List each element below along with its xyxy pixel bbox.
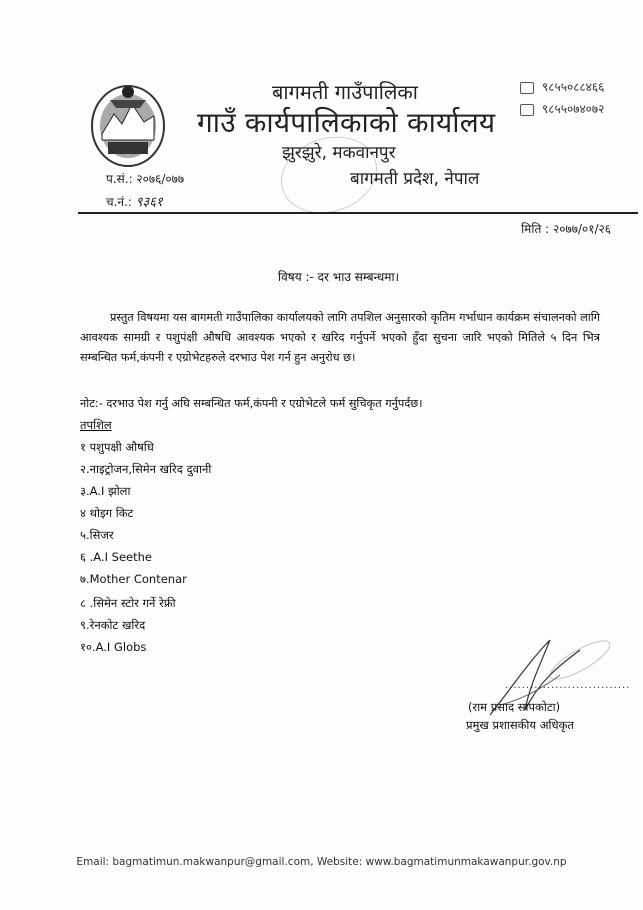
ps-label: प.सं. [106, 172, 129, 186]
header-divider [78, 212, 638, 214]
list-item: १०.A.I Globs [80, 640, 147, 654]
list-item: ३.A.I झोला [80, 484, 131, 498]
details-heading: तपशिल [80, 418, 112, 432]
phone-number: ९८५५०८८४६६ [542, 80, 605, 94]
letter-note: नोट:- दरभाउ पेश गर्नु अघि सम्बन्धित फर्म,कंपनी र एग्रोभेटले फर्म सुचिकृत गर्नुपर्दछ। [80, 397, 423, 410]
reference-cn: च.नं.: ९३६१ [106, 195, 163, 210]
list-item: ८ .सिमेन स्टोर गर्ने रेफ्री [80, 596, 176, 610]
letter-date: मिति : २०७७/०१/२६ [521, 222, 611, 236]
phone-icon [520, 104, 534, 116]
office-province: बागमती प्रदेश, नेपाल [350, 169, 480, 189]
cn-label: च.नं. [106, 195, 128, 209]
office-location: झुरझुरे, मकवानपुर [282, 143, 396, 163]
list-item: ९.रेनकोट खरिद [80, 618, 146, 632]
phone-icon [520, 82, 534, 94]
list-item: १ पशुपक्षी औषधि [80, 440, 154, 454]
footer-contact: Email: bagmatimun.makwanpur@gmail.com, Website: www.bagmatimunmakawanpur.gov.np [76, 856, 567, 868]
list-item: ४ थोइग किट [80, 506, 134, 520]
list-item: २.नाइट्रोजन,सिमेन खरिद दुवानी [80, 462, 212, 476]
letter-subject: विषय :- दर भाउ सम्बन्धमा। [278, 270, 400, 284]
phone-line-2 [520, 100, 604, 117]
government-emblem-icon [88, 78, 168, 170]
signature-line: .............................. [505, 680, 631, 691]
list-item: ७.Mother Contenar [80, 572, 187, 586]
signatory-title: प्रमुख प्रशासकीय अधिकृत [466, 718, 574, 732]
municipality-name: बागमती गाउँपालिका [272, 80, 418, 104]
list-item: ५.सिजर [80, 528, 114, 542]
ps-value: २०७६/०७७ [136, 172, 185, 186]
letter-body: प्रस्तुत विषयमा यस बागमती गाउँपालिका कार्यालयको लागि तपशिल अनुसारको कृतिम गर्भाधान कार्यक्रम संचालनको लागि आवश्यक सामग्री र पशुपंक्षी औषधि आवश्यक भएको र खरिद गर्नुपर्ने भएको हुँदा सुचना जारि भएको मितिले ५ दिन भित्र सम्बन्धित फर्म,कंपनी र एग्रोभेटहरुले दरभाउ पेश गर्न हुन अनुरोध छ। [80, 311, 600, 364]
cn-value: ९३६१ [135, 195, 163, 210]
phone-line-1 [520, 78, 604, 95]
phone-number: ९८५५०७४०७२ [542, 102, 605, 116]
office-name: गाउँ कार्यपालिकाको कार्यालय [197, 106, 496, 139]
signatory-name: (राम प्रसाद सापकोटा) [468, 700, 561, 714]
reference-ps: प.सं.: २०७६/०७७ [106, 172, 185, 186]
list-item: ६ .A.I Seethe [80, 550, 152, 564]
